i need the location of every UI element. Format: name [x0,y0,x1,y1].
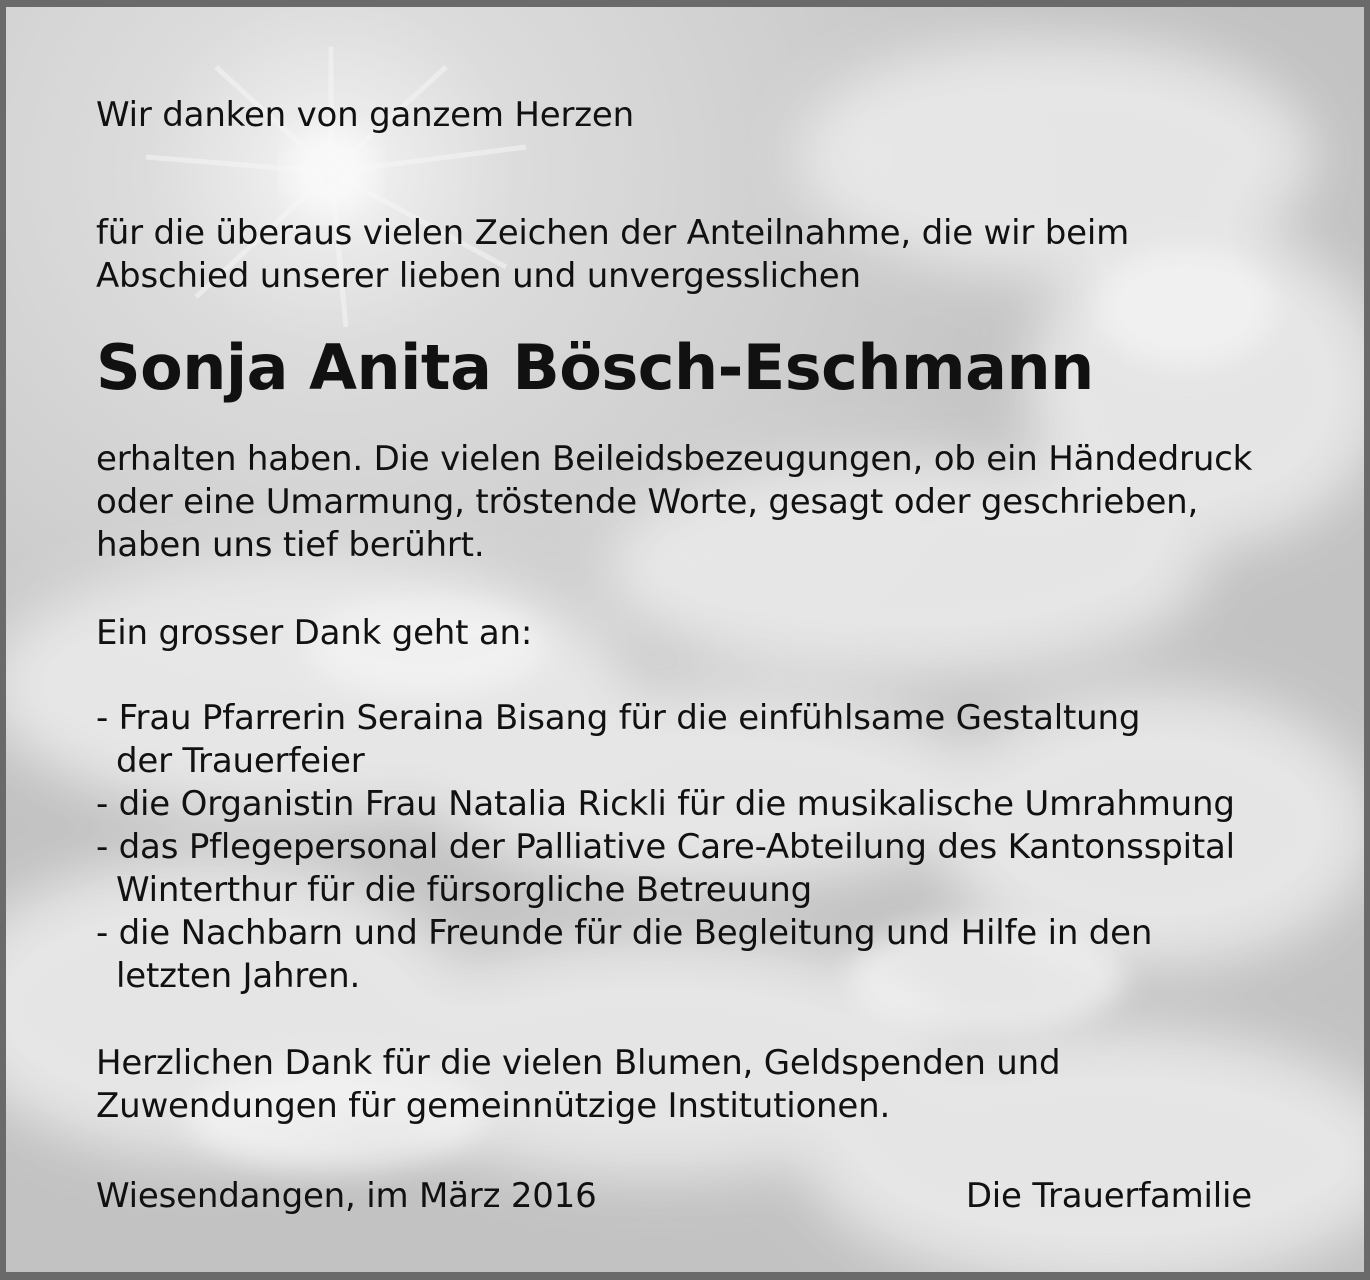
list-item-continuation: Winterthur für die fürsorgliche Betreuung [116,870,812,910]
intro-line-1: für die überaus vielen Zeichen der Anteilnahme, die wir beim [96,213,1130,253]
list-item: - die Nachbarn und Freunde für die Begleitung und Hilfe in den [96,913,1153,953]
deceased-name: Sonja Anita Bösch-Eschmann [96,331,1094,404]
intro-paragraph [96,212,1296,298]
thanks-list [96,697,1296,998]
signature: Die Trauerfamilie [965,1176,1252,1216]
list-item: - die Organistin Frau Natalia Rickli für die musikalische Umrahmung [96,784,1235,824]
intro-line-2: Abschied unserer lieben und unvergesslichen [96,256,861,296]
thanks-intro-line: Ein grosser Dank geht an: [96,613,533,653]
heading-line: Wir danken von ganzem Herzen [96,95,634,135]
list-item: - Frau Pfarrerin Seraina Bisang für die einfühlsame Gestaltung [96,698,1141,738]
condolence-paragraph [96,438,1296,567]
condolence-line-2: oder eine Umarmung, tröstende Worte, gesagt oder geschrieben, [96,482,1199,522]
list-item-continuation: der Trauerfeier [116,741,365,781]
thanks-intro [96,612,1296,655]
list-item: - das Pflegepersonal der Palliative Care-Abteilung des Kantonsspital [96,827,1235,867]
place-date: Wiesendangen, im März 2016 [96,1176,597,1216]
heading [96,94,1296,137]
condolence-line-1: erhalten haben. Die vielen Beileidsbezeugungen, ob ein Händedruck [96,439,1253,479]
closing-line-1: Herzlichen Dank für die vielen Blumen, Geldspenden und [96,1043,1061,1083]
condolence-line-3: haben uns tief berührt. [96,525,485,565]
closing-paragraph [96,1042,1296,1128]
list-item-continuation: letzten Jahren. [116,956,361,996]
closing-line-2: Zuwendungen für gemeinnützige Institutionen. [96,1086,891,1126]
